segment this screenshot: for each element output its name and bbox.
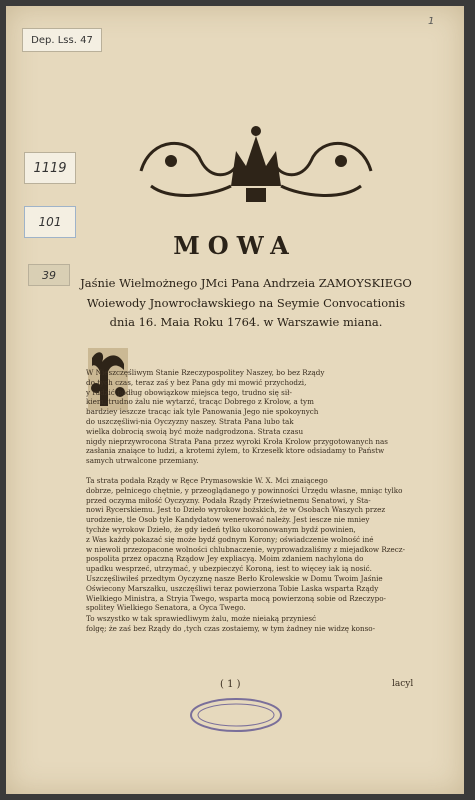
text-line: wielka dobrocią swoią być może nadgrodzona. Strata czasu (86, 426, 304, 436)
text-line: spolitey Wielkiego Senatora, a Oyca Twego. (86, 603, 246, 613)
text-line: Uszczęśliwiłeś przedtym Oyczyznę nasze Berło Krolewskie w Domu Twoim Jaśnie (86, 573, 383, 583)
document-title: MOWA (173, 231, 297, 260)
text-line: W Nieszczęśliwym Stanie Rzeczypospolitey Naszey, bo bez Rządy (86, 368, 325, 377)
text-line: tychże wyrokow Dzieło, że gdy iedeń tylko ukoronowanym bydź powinien, (86, 524, 356, 534)
text-line: urodzenie, tle Osob tyle Kandydatow wenerować należy. Jest iescze nie mniey (86, 515, 370, 525)
text-line: nigdy nieprzywrocona Strata Pana przez wyroki Kroła Krolow przygotowanych nas (86, 436, 388, 446)
text-line: do tych czas, teraz zaś y bez Pana gdy mi mowić przychodzi, (86, 377, 307, 387)
text-line: Wielkiego Ministra, a Stryia Twego, wsparta mocą powierzoną sobie od Rzeczypo- (86, 593, 386, 603)
heading-line-2: Woiewody Jnowrocławskiego na Seymie Convocationis (86, 296, 406, 310)
archive-label-a: 1119 (24, 152, 76, 184)
catchword: lacyl (392, 679, 414, 689)
corner-page-number: 1 (428, 16, 435, 27)
paragraph-3 (86, 614, 406, 634)
document-page (6, 6, 464, 794)
text-line: folgę; że zaś bez Rządy do ,tych czas zostaiemy, w tym żadney nie widzę konso- (86, 623, 376, 633)
text-line: Oświecony Marszałku, uszczęśliwi teraz powierzona Tobie Laska wsparta Rządy (86, 583, 379, 593)
archive-label-top: Dep. Lss. 47 (22, 28, 102, 52)
text-line: y radzić podług obowiązkow miejsca tego, trudno się sił- (86, 387, 292, 397)
library-stamp-icon (188, 696, 284, 734)
text-line: kiem, trudno żalu nie wytarzć, tracąc Dobrego z Krolow, a tym (86, 397, 314, 407)
heading-line-1: Jaśnie Wielmożnego JMci Pana Andrzeia ZAMOYSKIEGO (80, 276, 412, 290)
paragraph-1 (86, 368, 406, 466)
text-line: dobrze, pełnicego chętnie, y przeoglądanego y powinności Urzędu własne, mniąc tylko (86, 485, 403, 495)
page-number: ( 1 ) (220, 679, 241, 690)
text-line: bardziey ieszcze tracąc iak tyle Panowania Jego nie spokoynych (86, 407, 319, 417)
archive-label-c: 39 (28, 264, 70, 286)
crown-ornament-icon (131, 116, 381, 211)
text-line: upadku wesprzeć, utrzymać, y ubezpieczyć Koroną, iest to więcey iak ią nosić. (86, 564, 372, 574)
paragraph-2 (86, 476, 406, 613)
text-line: samych utrwalcone przemiany. (86, 456, 199, 466)
text-line: zasłania znaiące to ludzi, a krotemi żylem, to Krzesełk ktore odsiadamy to Państw (86, 446, 385, 456)
text-line: w niewoli przezopacone wolności chlubnaczenie, wyprowadzaliśmy z miejadkow Rzecz- (86, 544, 406, 554)
text-line: z Was każdy pokazać się może bydź godnym Korony; oświadczenie wolność iné (86, 534, 374, 544)
text-line: pospolita przez opaczną Rządow Jey expliacyą. Moim zdaniem nachylona do (86, 554, 364, 564)
archive-label-b: 101 (24, 206, 76, 238)
text-line: Ta strata podała Rządy w Ręce Prymasowskie W. X. Mci znaiącego (86, 476, 328, 485)
text-line: do uszczęśliwi-nia Oyczyzny naszey. Strata Pana lubo tak (86, 416, 294, 426)
heading-line-3: dnia 16. Maia Roku 1764. w Warszawie miana. (109, 315, 383, 329)
text-line: przed oczyma miłość Oyczyzny. Podała Rządy Prześwietnemu Senatowi, y Sta- (86, 495, 371, 505)
text-line: nowi Rycerskiemu. Jest to Dzieło wyrokow bożskich, że w Osobach Waszych przez (86, 505, 386, 515)
text-line: To wszystko w tak sprawiedliwym żalu, może nieiaką przyniesć (86, 614, 317, 623)
